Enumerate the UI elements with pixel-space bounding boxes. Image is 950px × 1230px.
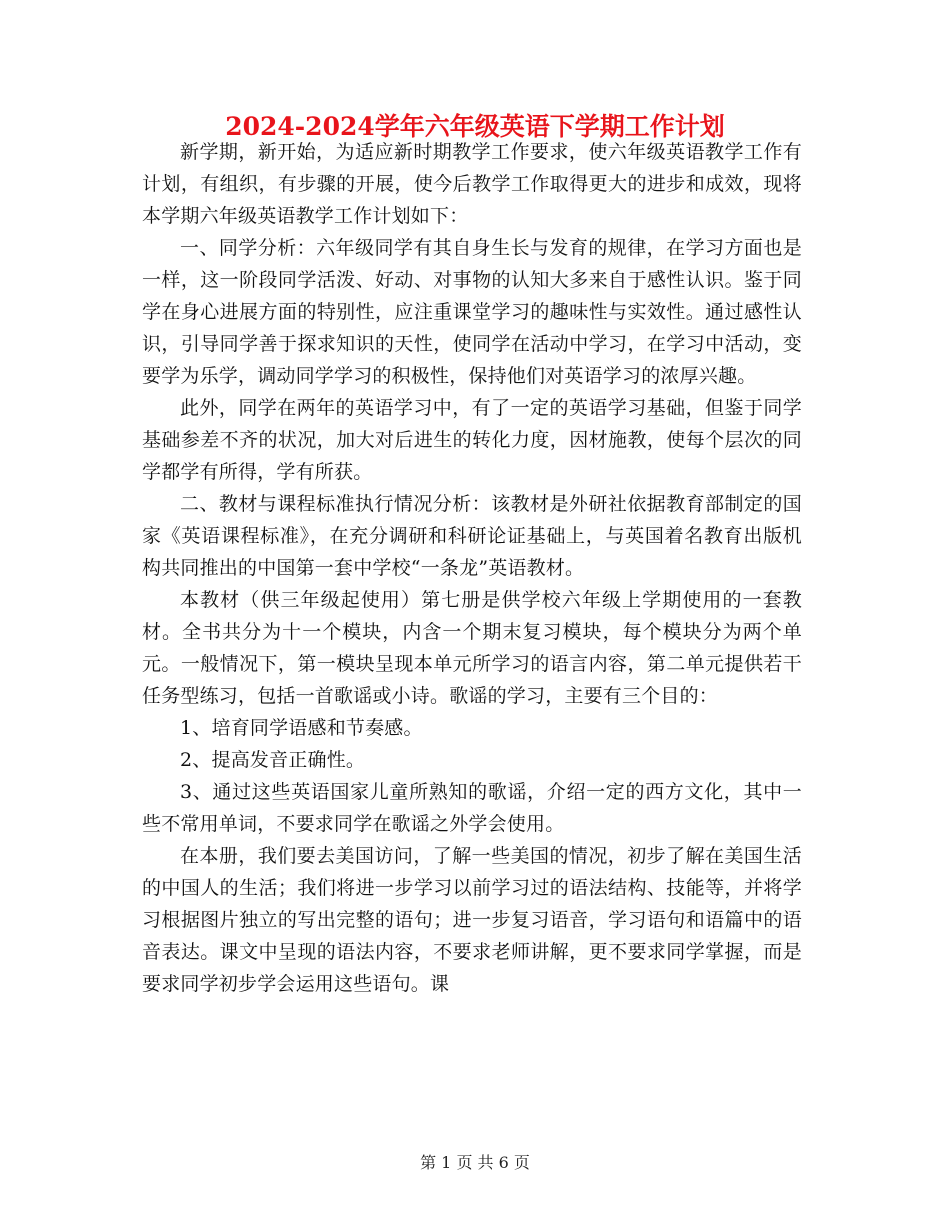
paragraph-textbook-analysis: 二、教材与课程标准执行情况分析：该教材是外研社依据教育部制定的国家《英语课程标准》，在充分调研和科研论证基础上，与英国着名教育出版机构共同推出的中国第一套中学校“一条龙”英语教材。: [142, 493, 802, 579]
list-item-goal-3: 3、通过这些英语国家儿童所熟知的歌谣，介绍一定的西方文化，其中一些不常用单词，不要求同学在歌谣之外学会使用。: [142, 781, 802, 835]
list-item-goal-1: 1、培育同学语感和节奏感。: [180, 717, 423, 739]
list-item-goal-2: 2、提高发音正确性。: [180, 749, 366, 771]
document-title: 2024-2024学年六年级英语下学期工作计划: [225, 112, 725, 141]
paragraph-student-analysis: 一、同学分析：六年级同学有其自身生长与发育的规律，在学习方面也是一样，这一阶段同学活泼、好动、对事物的认知大多来自于感性认识。鉴于同学在身心进展方面的特别性，应注重课堂学习的趣味性与实效性。通过感性认识，引导同学善于探求知识的天性，使同学在活动中学习，在学习中活动，变要学为乐学，调动同学学习的积极性，保持他们对英语学习的浓厚兴趣。: [142, 237, 802, 387]
paragraph-textbook-structure: 本教材（供三年级起使用）第七册是供学校六年级上学期使用的一套教材。全书共分为十一个模块，内含一个期末复习模块，每个模块分为两个单元。一般情况下，第一模块呈现本单元所学习的语言内容，第二单元提供若干任务型练习，包括一首歌谣或小诗。歌谣的学习，主要有三个目的：: [142, 589, 802, 707]
paragraph-student-foundation: 此外，同学在两年的英语学习中，有了一定的英语学习基础，但鉴于同学基础参差不齐的状况，加大对后进生的转化力度，因材施教，使每个层次的同学都学有所得，学有所获。: [142, 397, 802, 483]
paragraph-america-visit: 在本册，我们要去美国访问，了解一些美国的情况，初步了解在美国生活的中国人的生活；我们将进一步学习以前学习过的语法结构、技能等，并将学习根据图片独立的写出完整的语句；进一步复习语音，学习语句和语篇中的语音表达。课文中呈现的语法内容，不要求老师讲解，更不要求同学掌握，而是要求同学初步学会运用这些语句。课: [142, 845, 802, 995]
paragraph-intro: 新学期，新开始，为适应新时期教学工作要求，使六年级英语教学工作有计划，有组织，有步骤的开展，使今后教学工作取得更大的进步和成效，现将本学期六年级英语教学工作计划如下：: [142, 141, 802, 227]
document-body: [142, 136, 802, 1000]
page-footer: 第 1 页 共 6 页: [420, 1153, 530, 1172]
